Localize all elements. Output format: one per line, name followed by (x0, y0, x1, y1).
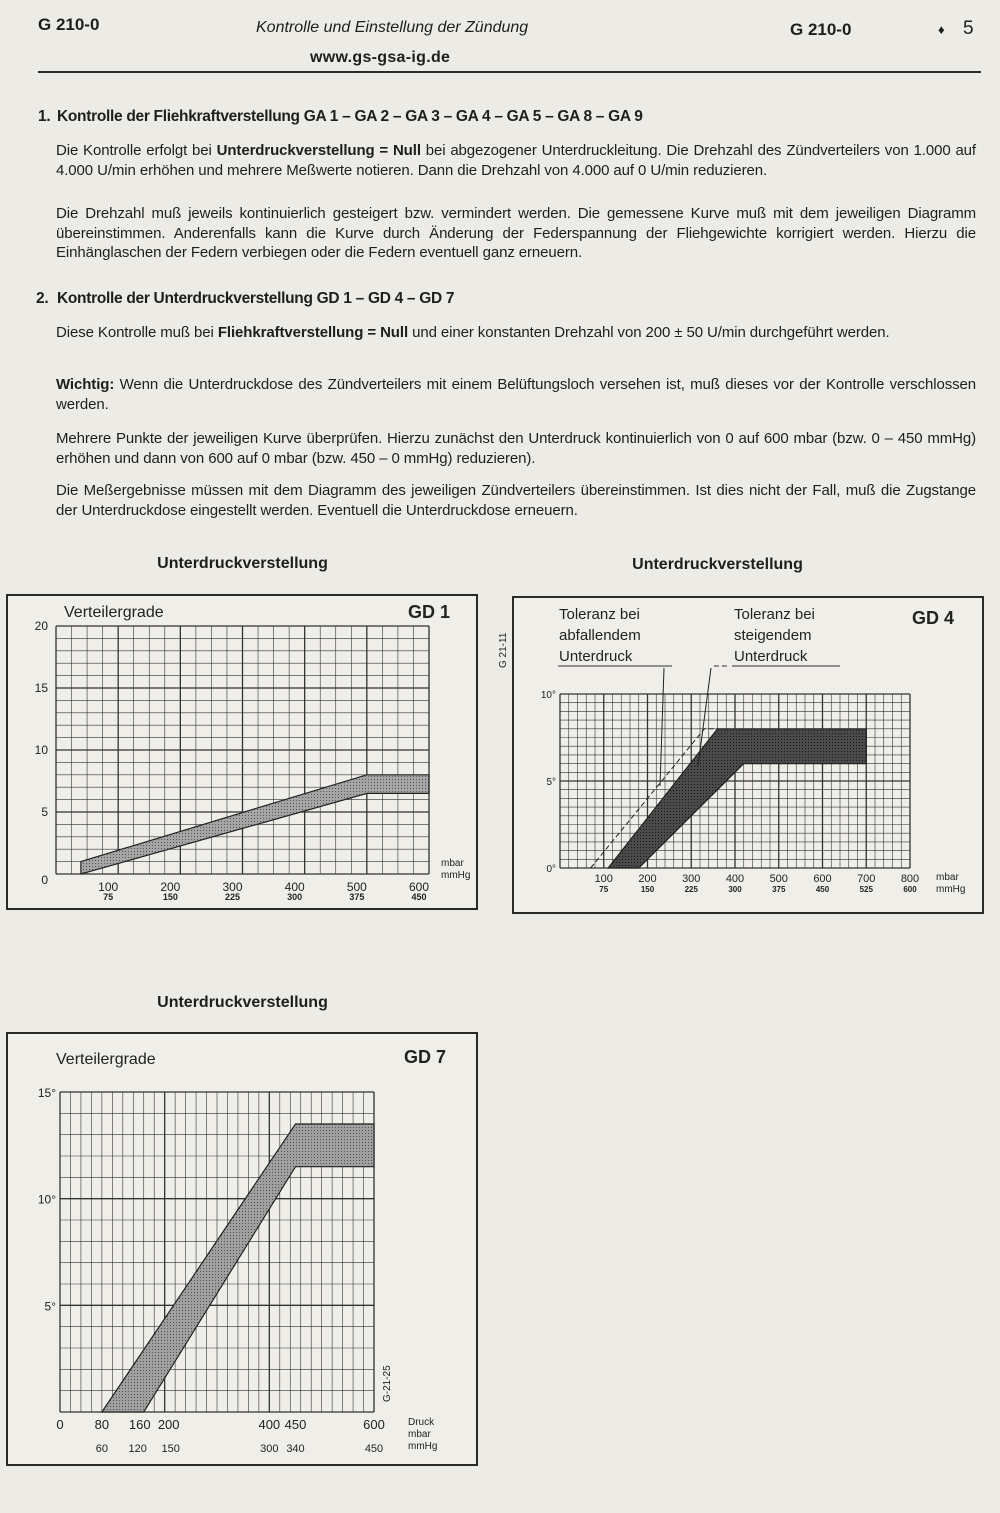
chart-gd7-svg (8, 1034, 476, 1464)
gd1-y-tick-label: 0 (41, 873, 48, 887)
chart-gd4-title: Unterdruckverstellung (632, 556, 803, 573)
chart-gd7-code: GD 7 (404, 1047, 447, 1067)
gd4-annotation-right-3: Unterdruck (734, 648, 808, 665)
section2-paragraph-2 (56, 375, 976, 414)
chart-gd7-xunit-druck: Druck (408, 1417, 435, 1428)
gd4-x-tick-label: 400 (725, 873, 745, 885)
gd7-x-tick-mmhg: 120 (128, 1443, 147, 1455)
gd1-y-tick-label: 15 (34, 681, 48, 695)
chart-gd1-xunit-mbar: mbar (441, 858, 464, 869)
gd4-x-tick-label: 500 (769, 873, 788, 885)
doc-code-left: G 210-0 (38, 15, 100, 34)
gd4-annotation-right-2: steigendem (734, 627, 812, 644)
gd7-y-tick-label: 15° (37, 1086, 56, 1100)
text-run: Die Kontrolle erfolgt bei (56, 142, 217, 159)
gd1-x-tick-label: 400 (284, 880, 305, 894)
gd7-y-tick-label: 5° (44, 1299, 56, 1314)
gd7-x-tick-label: 400 (258, 1417, 281, 1432)
gd4-x-tick-mmhg: 525 (859, 885, 873, 894)
gd4-annotation-left-2: abfallendem (559, 627, 641, 644)
chart-gd4-code: GD 4 (912, 608, 955, 628)
gd1-x-tick-mmhg: 150 (162, 892, 178, 902)
gd4-annotation-left-3: Unterdruck (559, 648, 633, 665)
gd1-y-tick-label: 10 (34, 743, 48, 757)
chart-gd1-code: GD 1 (408, 602, 451, 622)
chart-gd1-title: Unterdruckverstellung (157, 555, 328, 572)
gd7-x-tick-label: 80 (94, 1417, 110, 1432)
text-run: und einer konstanten Drehzahl von 200 ± 50 U/min durchgeführt werden. (408, 324, 890, 341)
chart-gd1-svg (8, 596, 476, 908)
gd4-y-tick-label: 5° (546, 777, 556, 788)
warning-label: Wichtig: (56, 376, 115, 393)
gd4-x-tick-mmhg: 75 (599, 885, 609, 894)
gd4-x-tick-label: 600 (813, 873, 832, 885)
gd7-x-tick-label: 0 (56, 1417, 64, 1432)
gd4-x-tick-mmhg: 600 (903, 885, 917, 894)
gd4-leader-left (660, 668, 664, 786)
page-number: 5 (963, 18, 974, 39)
gd4-x-tick-label: 100 (594, 873, 613, 885)
section2-paragraph-1 (56, 323, 976, 343)
gd1-y-tick-label: 20 (34, 619, 48, 633)
gd1-x-tick-mmhg: 75 (103, 892, 114, 902)
gd1-x-tick-label: 500 (346, 880, 367, 894)
gd7-x-tick-mmhg: 340 (286, 1443, 305, 1455)
gd7-x-tick-mmhg: 450 (364, 1443, 384, 1455)
gd1-x-tick-label: 600 (408, 880, 430, 894)
gd7-x-tick-mmhg: 60 (95, 1443, 108, 1455)
gd1-x-tick-mmhg: 225 (224, 892, 241, 902)
chart-gd7-ylabel: Verteilergrade (56, 1051, 156, 1068)
gd7-x-tick-mmhg: 150 (161, 1443, 180, 1455)
gd7-x-tick-label: 200 (157, 1417, 180, 1432)
section1-number: 1. (38, 108, 51, 125)
gd4-x-tick-label: 700 (857, 873, 876, 885)
emphasis-text: Fliehkraftverstellung = Null (217, 324, 409, 341)
gd4-x-tick-mmhg: 450 (815, 885, 830, 894)
chart-gd1 (6, 594, 478, 910)
gd4-y-tick-label: 10° (540, 690, 556, 701)
chart-gd4-xunit-mmhg: mmHg (936, 884, 966, 895)
gd4-annotation-left-1: Toleranz bei (559, 606, 640, 623)
gd7-y-tick-label: 10° (37, 1192, 56, 1207)
gd1-x-tick-label: 200 (160, 880, 181, 894)
chart-gd7-side-code: G-21-25 (382, 1365, 393, 1402)
page-title: Kontrolle und Einstellung der Zündung (256, 19, 529, 36)
gd4-x-tick-mmhg: 225 (684, 885, 698, 894)
section2-number: 2. (36, 290, 49, 307)
chart-gd4 (498, 596, 984, 914)
gd7-x-tick-mmhg: 300 (260, 1443, 279, 1455)
text-run: bei abgezogener Unterdruckleitung. Die Drehzahl des Zündverteilers von 1.000 auf 4.000 U/min erhöhen und mehrere Meßwerte notieren. Dann die Drehzahl von 4.000 auf 0 U/min reduzieren. (56, 142, 976, 179)
text-run: Wenn die Unterdruckdose des Zündverteilers mit einem Belüftungsloch versehen ist, muß dieses vor der Kontrolle verschlossen werden. (56, 376, 976, 413)
chart-gd1-xunit-mmhg: mmHg (441, 870, 471, 881)
section2-heading: Kontrolle der Unterdruckverstellung GD 1 – GD 4 – GD 7 (57, 290, 455, 307)
chart-gd4-side-code: G 21-11 (498, 632, 509, 668)
gd7-x-tick-label: 600 (363, 1417, 385, 1432)
gd4-x-tick-label: 800 (900, 873, 920, 885)
section1-paragraph-1 (56, 141, 976, 180)
chart-gd4-xunit-mbar: mbar (936, 872, 959, 883)
section1-heading: Kontrolle der Fliehkraftverstellung GA 1 – GA 2 – GA 3 – GA 4 – GA 5 – GA 8 – GA 9 (57, 108, 643, 125)
gd7-x-tick-label: 450 (284, 1417, 307, 1432)
section2-paragraph-3: Mehrere Punkte der jeweiligen Kurve überprüfen. Hierzu zunächst den Unterdruck kontinuierlich von 0 auf 600 mbar (bzw. 0 – 450 mmHg) erhöhen und dann von 600 auf 0 mbar (bzw. 450 – 0 mmHg) reduzieren). (56, 430, 976, 467)
gd4-x-tick-label: 200 (638, 873, 657, 885)
gd1-x-tick-mmhg: 375 (349, 892, 365, 902)
chart-gd7-xunit-mmhg: mmHg (408, 1441, 438, 1452)
gd4-annotation-right-1: Toleranz bei (734, 606, 815, 623)
chart-gd7-xunit-mbar: mbar (408, 1429, 431, 1440)
diamond-icon: ♦ (938, 22, 945, 37)
gd1-y-tick-label: 5 (41, 805, 48, 819)
chart-gd4-svg (498, 598, 982, 912)
gd4-x-tick-mmhg: 375 (772, 885, 786, 894)
gd7-x-tick-label: 160 (128, 1417, 151, 1432)
doc-code-right: G 210-0 (790, 20, 852, 39)
section1-paragraph-2: Die Drehzahl muß jeweils kontinuierlich gesteigert bzw. vermindert werden. Die gemessene Kurve muß mit dem jeweiligen Diagramm übereinstimmen. Anderenfalls kann die Kurve durch Änderung der Federspannung der Fliehgewichte korrigiert werden. Hierzu die Einhänglaschen der Federn verbiegen oder die Federn eventuell ganz erneuern. (56, 205, 976, 261)
header-rule (38, 71, 981, 73)
gd4-x-tick-label: 300 (682, 873, 701, 885)
gd4-x-tick-mmhg: 300 (728, 885, 742, 894)
gd1-x-tick-label: 300 (222, 880, 243, 894)
text-run: Diese Kontrolle muß bei (56, 324, 218, 341)
gd4-y-tick-label: 0° (546, 864, 556, 875)
chart-gd7 (6, 1032, 478, 1466)
gd1-x-tick-label: 100 (98, 880, 119, 894)
site-url[interactable]: www.gs-gsa-ig.de (310, 49, 451, 66)
chart-gd7-title: Unterdruckverstellung (157, 994, 328, 1011)
gd1-x-tick-mmhg: 450 (411, 892, 427, 902)
emphasis-text: Unterdruckverstellung = Null (216, 142, 421, 159)
section2-paragraph-4: Die Meßergebnisse müssen mit dem Diagramm des jeweiligen Zündverteilers übereinstimmen. Ist dies nicht der Fall, muß die Zugstange der Unterdruckdose eingestellt werden. Eventuell die Unterdruckdose erneuern. (56, 482, 976, 519)
gd4-x-tick-mmhg: 150 (640, 885, 655, 894)
gd1-x-tick-mmhg: 300 (287, 892, 303, 902)
chart-gd1-ylabel: Verteilergrade (64, 604, 164, 621)
